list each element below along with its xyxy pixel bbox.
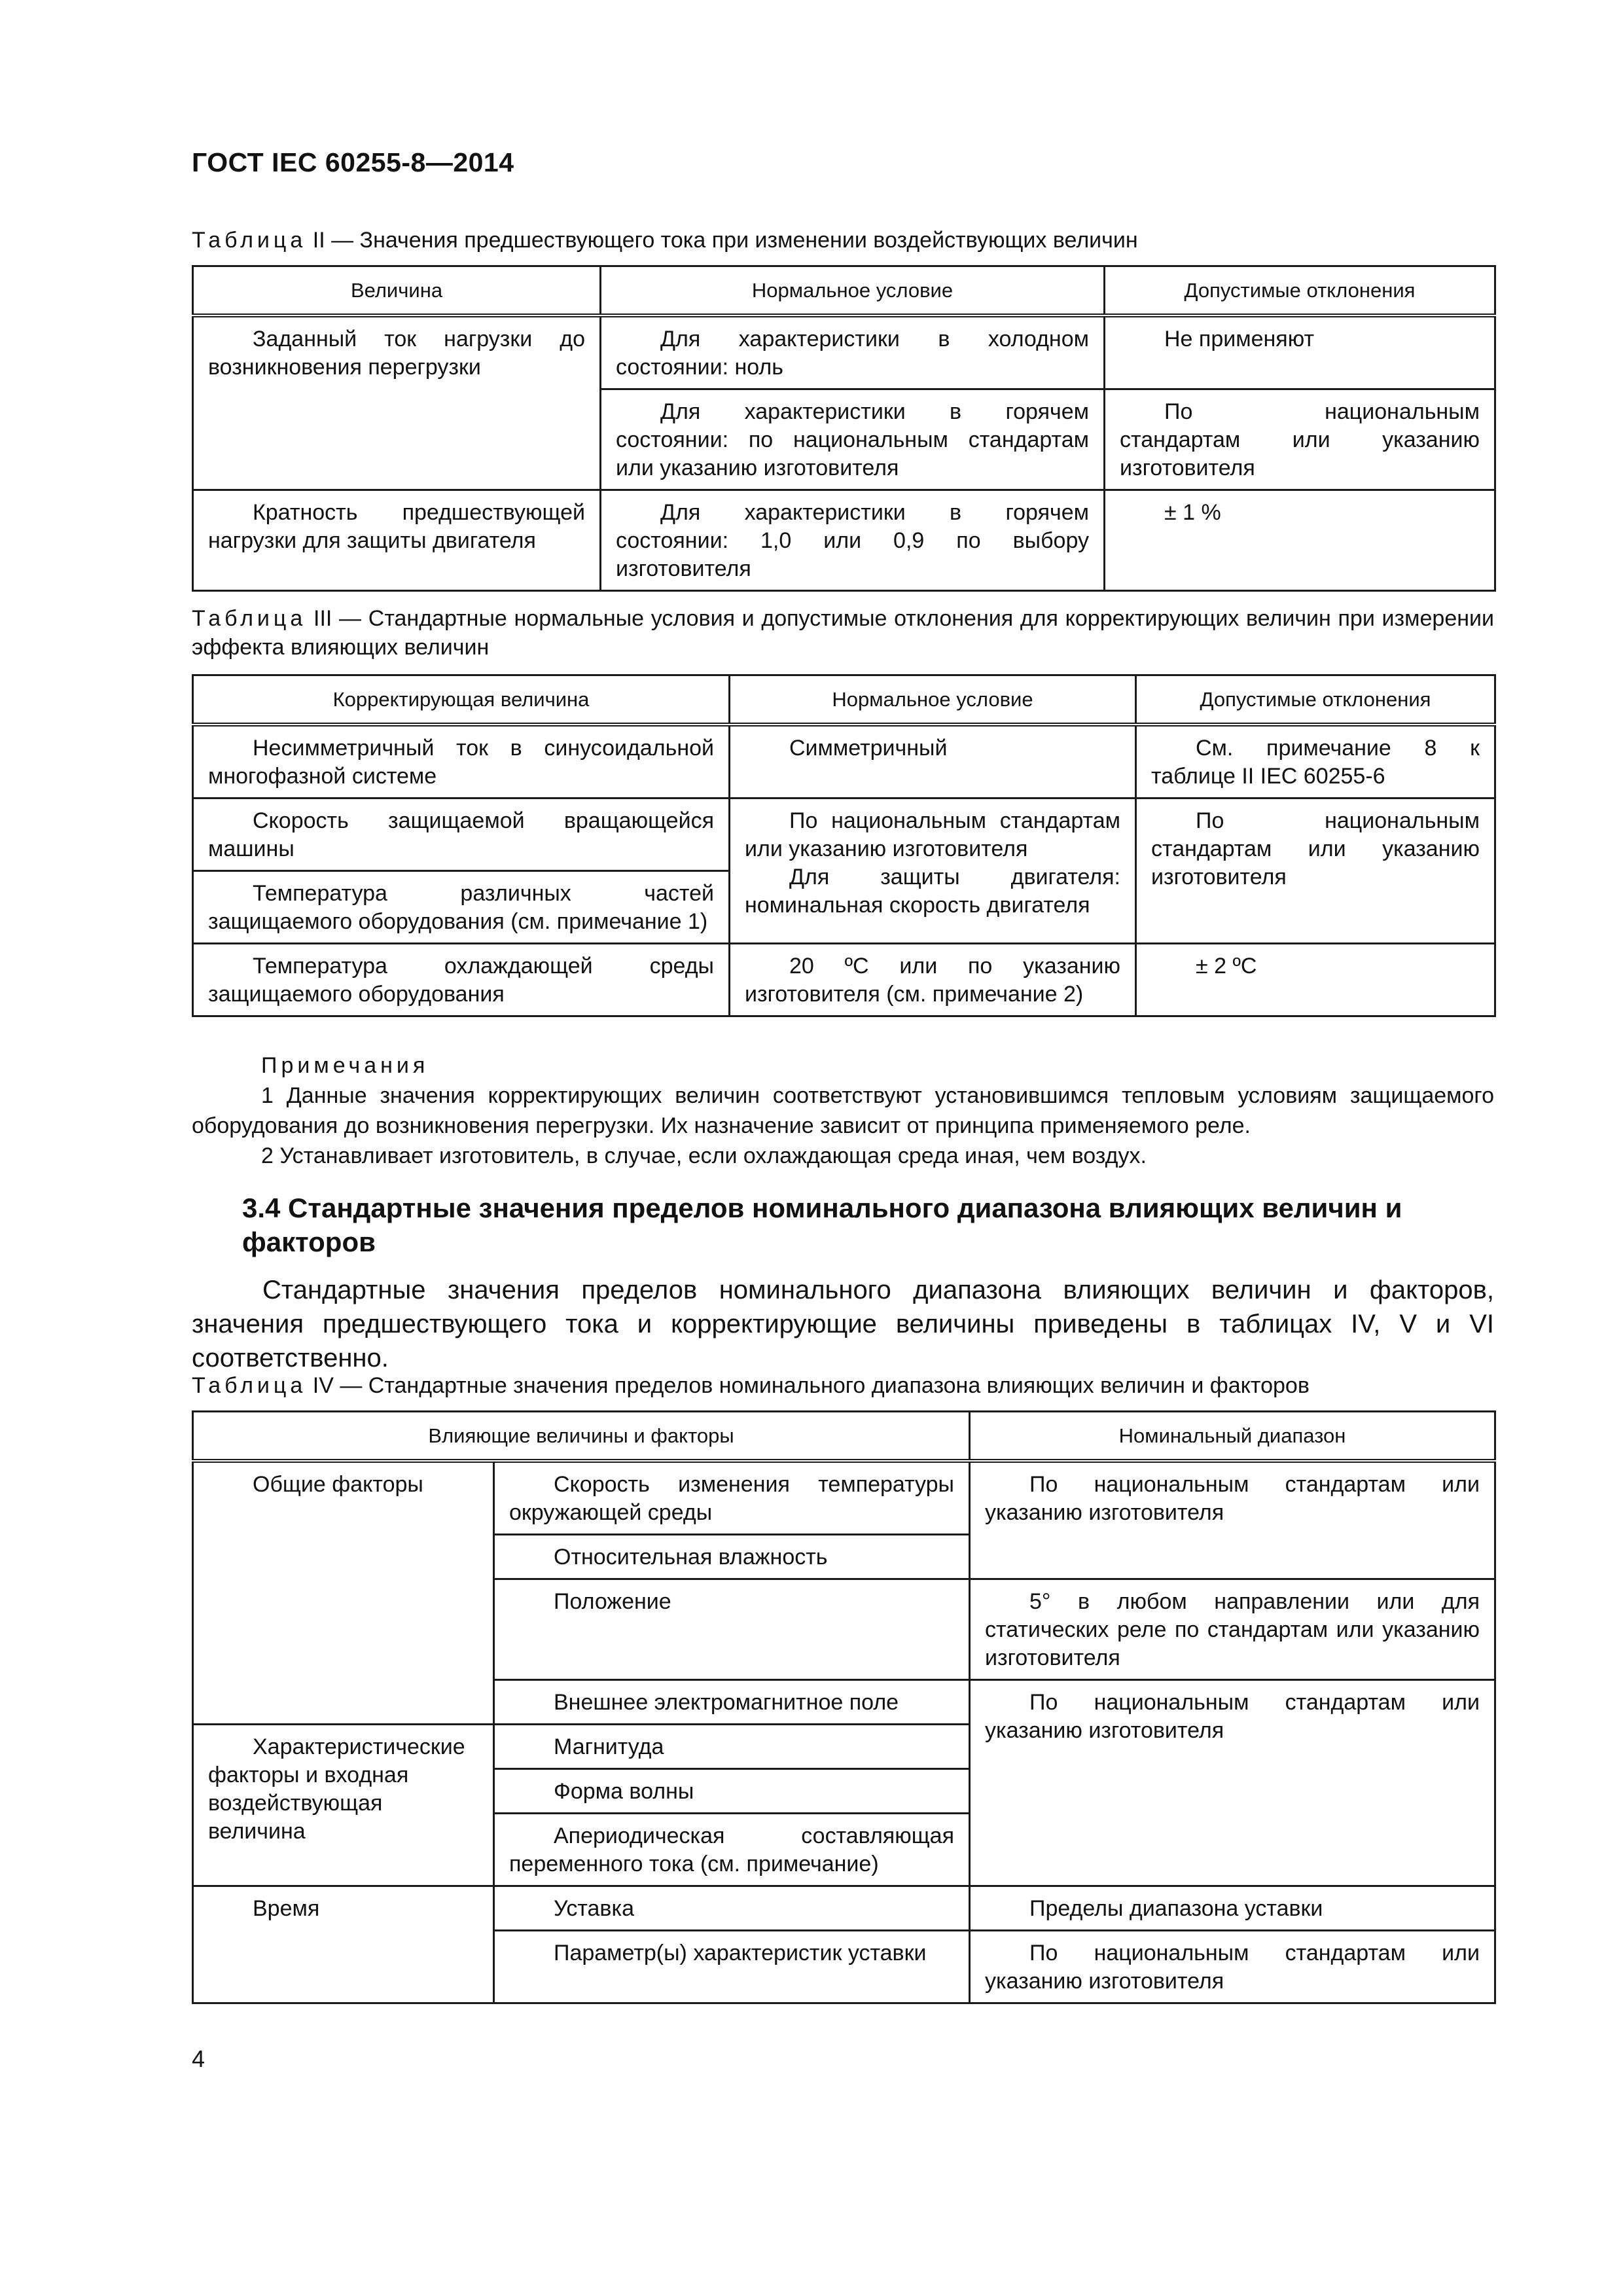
table-cell: Кратность предшествующей нагрузки для защиты двигателя <box>193 490 601 591</box>
table-cell: Скорость изменения температуры окружающей среды <box>494 1461 970 1535</box>
table-cell: ± 2 ºС <box>1136 944 1495 1016</box>
table-cell: Скорость защищаемой вращающейся машины <box>193 798 730 871</box>
table-cell: Уставка <box>494 1886 970 1931</box>
table-4-caption <box>192 1371 1494 1400</box>
table-3-caption <box>192 604 1494 662</box>
table-cell: По национальным стандартам или указанию изготовителя <box>1105 389 1495 490</box>
table-cell: Характеристические факторы и входная воздействующая величина <box>193 1725 494 1886</box>
table-cell: По национальным стандартам или указанию изготовителя <box>970 1680 1495 1886</box>
table-4 <box>192 1410 1496 2004</box>
table-2-caption-text: II — Значения предшествующего тока при изменении воздействующих величин <box>306 228 1138 253</box>
document-header: ГОСТ IEC 60255-8—2014 <box>192 147 514 177</box>
table-cell: 5° в любом направлении или для статических реле по стандартам или указанию изготовителя <box>970 1579 1495 1680</box>
table-cell <box>730 798 1136 944</box>
table-3-header-row <box>193 675 1495 725</box>
table-3 <box>192 674 1496 1017</box>
table-cell: Пределы диапазона уставки <box>970 1886 1495 1931</box>
table-row <box>193 798 1495 871</box>
table-2-header-tolerance: Допустимые отклонения <box>1105 266 1495 316</box>
table-cell: Симметричный <box>730 725 1136 798</box>
table-cell: Температура различных частей защищаемого оборудования (см. примечание 1) <box>193 871 730 944</box>
table-2-caption <box>192 226 1494 255</box>
table-4-header-factors: Влияющие величины и факторы <box>193 1412 970 1462</box>
table-2-header-row <box>193 266 1495 316</box>
table-cell-text: По национальным стандартам или указанию изготовителя <box>745 808 1120 861</box>
table-cell: По национальным стандартам или указанию изготовителя <box>970 1461 1495 1579</box>
table-cell: Температура охлаждающей среды защищаемого оборудования <box>193 944 730 1016</box>
table-cell: ± 1 % <box>1105 490 1495 591</box>
table-4-header-row <box>193 1412 1495 1462</box>
table-4-header-nominal-range: Номинальный диапазон <box>970 1412 1495 1462</box>
table-cell: Для характеристики в холодном состоянии: ноль <box>601 315 1105 389</box>
table-cell: Для характеристики в горячем состоянии: по национальным стандартам или указанию изготовителя <box>601 389 1105 490</box>
table-row <box>193 944 1495 1016</box>
section-paragraph: Стандартные значения пределов номинального диапазона влияющих величин и факторов, значения предшествующего тока и корректирующие величины приведены в таблицах IV, V и VI соответственно. <box>192 1276 1494 1372</box>
table-cell: Положение <box>494 1579 970 1680</box>
table-cell: Внешнее электромагнитное поле <box>494 1680 970 1725</box>
table-2-caption-word: Таблица <box>192 228 307 253</box>
page-number: 4 <box>192 2045 205 2072</box>
table-cell: Относительная влажность <box>494 1535 970 1579</box>
table-cell: Несимметричный ток в синусоидальной многофазной системе <box>193 725 730 798</box>
table-cell: Общие факторы <box>193 1461 494 1725</box>
table-2 <box>192 265 1496 592</box>
table-row <box>193 490 1495 591</box>
table-3-header-correcting-quantity: Корректирующая величина <box>193 675 730 725</box>
table-cell: 20 ºС или по указанию изготовителя (см. примечание 2) <box>730 944 1136 1016</box>
table-row <box>193 1886 1495 1931</box>
table-cell: Апериодическая составляющая переменного тока (см. примечание) <box>494 1814 970 1886</box>
table-3-caption-word: Таблица <box>192 606 307 631</box>
table-cell: Не применяют <box>1105 315 1495 389</box>
table-cell: Магнитуда <box>494 1725 970 1769</box>
table-row <box>193 1461 1495 1535</box>
table-cell: По национальным стандартам или указанию изготовителя <box>1136 798 1495 944</box>
notes <box>192 1050 1494 1171</box>
table-row <box>193 725 1495 798</box>
table-cell-text: Для защиты двигателя: номинальная скорость двигателя <box>745 865 1120 918</box>
table-cell: См. примечание 8 к таблице II IEC 60255-6 <box>1136 725 1495 798</box>
table-2-header-quantity: Величина <box>193 266 601 316</box>
table-cell: По национальным стандартам или указанию изготовителя <box>970 1931 1495 2003</box>
table-cell: Заданный ток нагрузки до возникновения перегрузки <box>193 315 601 490</box>
note-1: 1 Данные значения корректирующих величин соответствуют установившимся тепловым условиям защищаемого оборудования до возникновения перегрузки. Их назначение зависит от принципа применяемого реле. <box>192 1083 1494 1138</box>
table-3-header-tolerance: Допустимые отклонения <box>1136 675 1495 725</box>
table-cell: Время <box>193 1886 494 2003</box>
table-4-caption-word: Таблица <box>192 1373 307 1398</box>
table-cell: Параметр(ы) характеристик уставки <box>494 1931 970 2003</box>
section-heading: 3.4 Стандартные значения пределов номинального диапазона влияющих величин и факторов <box>242 1193 1402 1257</box>
table-4-caption-text: IV — Стандартные значения пределов номинального диапазона влияющих величин и факторов <box>306 1373 1310 1398</box>
table-2-header-normal-condition: Нормальное условие <box>601 266 1105 316</box>
table-cell: Форма волны <box>494 1769 970 1814</box>
note-2: 2 Устанавливает изготовитель, в случае, если охлаждающая среда иная, чем воздух. <box>261 1143 1147 1168</box>
table-row <box>193 315 1495 389</box>
notes-title: Примечания <box>261 1053 429 1078</box>
table-3-caption-text: III — Стандартные нормальные условия и допустимые отклонения для корректирующих величин при измерении эффекта влияющих величин <box>192 606 1494 660</box>
table-3-header-normal-condition: Нормальное условие <box>730 675 1136 725</box>
table-cell: Для характеристики в горячем состоянии: 1,0 или 0,9 по выбору изготовителя <box>601 490 1105 591</box>
